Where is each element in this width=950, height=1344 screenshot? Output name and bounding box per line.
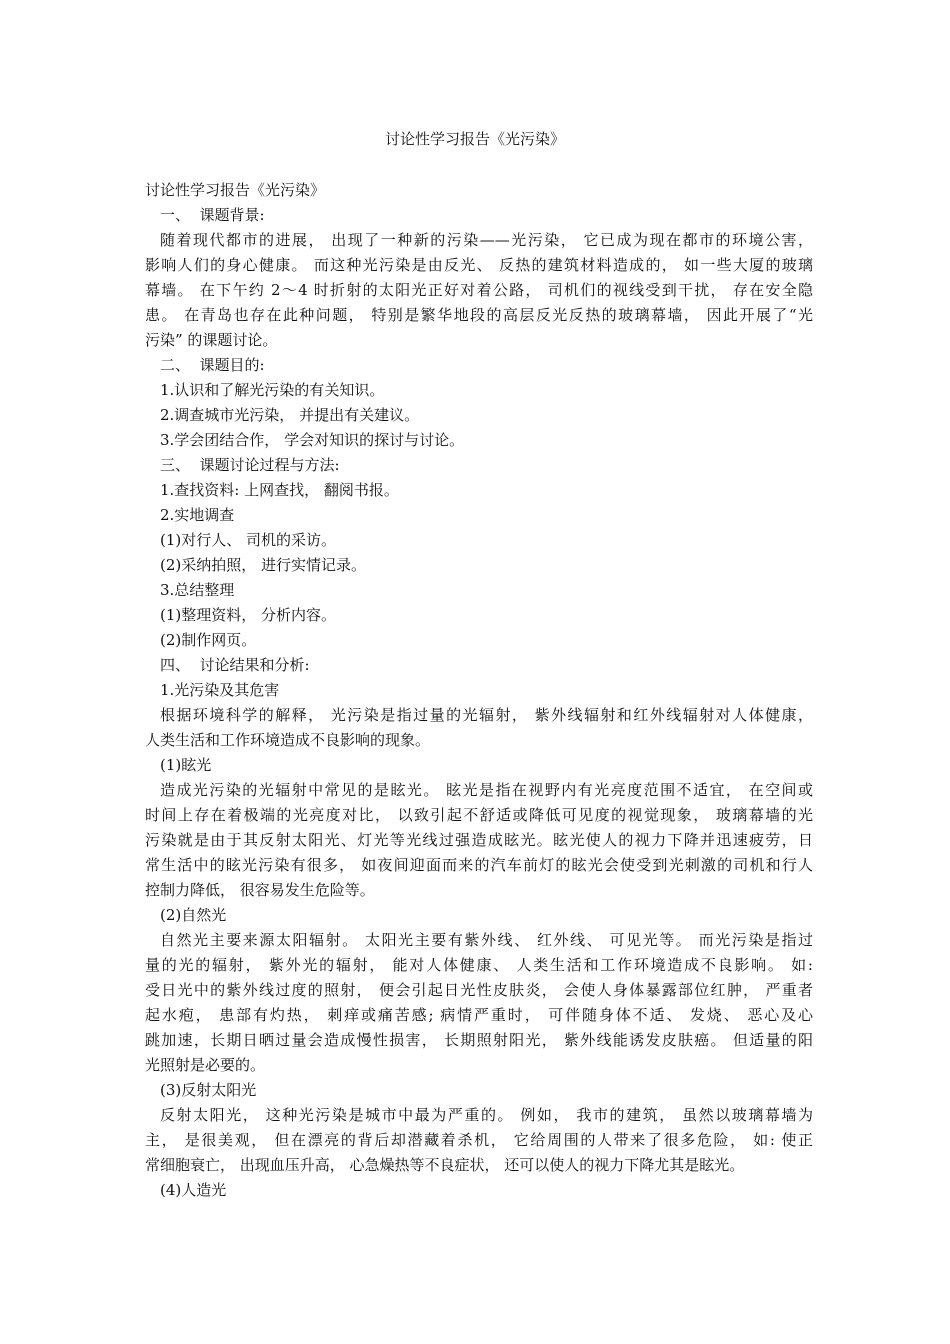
text-line: (2)制作网页。 <box>160 631 257 649</box>
text-line: 随着现代都市的进展， 出现了一种新的污染——光污染， 它已成为现在都市的环境公害， <box>160 231 813 249</box>
text-line: 常细胞衰亡， 出现血压升高， 心急燥热等不良症状， 还可以使人的视力下降尤其是眩光。 <box>145 1156 745 1174</box>
document-title: 讨论性学习报告《光污染》 <box>384 130 565 148</box>
text-line: (1)眩光 <box>160 756 212 774</box>
text-line: 幕墙。 在下午约 2～4 时折射的太阳光正好对着公路， 司机们的视线受到干扰， 存在安全隐 <box>145 281 813 299</box>
text-line: (3)反射太阳光 <box>160 1081 257 1099</box>
text-line: 2.实地调查 <box>160 506 235 524</box>
text-line: 3.总结整理 <box>160 581 235 599</box>
text-line: (1)对行人、 司机的采访。 <box>160 531 337 549</box>
text-line: 3.学会团结合作， 学会对知识的探讨与讨论。 <box>160 431 465 449</box>
text-line: 时间上存在着极端的光亮度对比， 以致引起不舒适或降低可见度的视觉现象， 玻璃幕墙的光 <box>145 806 813 824</box>
text-line: 根据环境科学的解释， 光污染是指过量的光辐射， 紫外线辐射和红外线辐射对人体健康， <box>160 706 813 724</box>
text-line: 三、 课题讨论过程与方法: <box>160 456 340 474</box>
text-line: 一、 课题背景: <box>160 206 265 224</box>
text-line: 跳加速，长期日晒过量会造成慢性损害， 长期照射阳光， 紫外线能诱发皮肤癌。 但适量的阳 <box>145 1031 813 1049</box>
text-line: (1)整理资料， 分析内容。 <box>160 606 337 624</box>
text-line: 讨论性学习报告《光污染》 <box>145 181 326 199</box>
text-line: 1.光污染及其危害 <box>160 681 280 699</box>
text-line: 自然光主要来源太阳辐射。 太阳光主要有紫外线、 红外线、 可见光等。 而光污染是指过 <box>160 931 813 949</box>
text-line: 常生活中的眩光污染有很多， 如夜间迎面而来的汽车前灯的眩光会使受到光刺激的司机和行人 <box>145 856 813 874</box>
text-line: 2.调查城市光污染， 并提出有关建议。 <box>160 406 420 424</box>
text-line: 人类生活和工作环境造成不良影响的现象。 <box>145 731 431 749</box>
text-line: (2)采纳拍照， 进行实情记录。 <box>160 556 367 574</box>
text-line: 起水疱， 患部有灼热， 刺痒或痛苦感; 病情严重时， 可伴随身体不适、 发烧、 恶心及心 <box>145 1006 813 1024</box>
text-line: 1.查找资料: 上网查找， 翻阅书报。 <box>160 481 399 499</box>
text-line: 反射太阳光， 这种光污染是城市中最为严重的。 例如， 我市的建筑， 虽然以玻璃幕墙为 <box>160 1106 813 1124</box>
text-line: (4)人造光 <box>160 1181 227 1199</box>
document-body <box>145 178 813 1203</box>
text-line: 患。 在青岛也存在此种问题， 特别是繁华地段的高层反光反热的玻璃幕墙， 因此开展了“光 <box>145 306 813 324</box>
text-line: 四、 讨论结果和分析: <box>160 656 310 674</box>
text-line: 受日光中的紫外线过度的照射， 便会引起日光性皮肤炎， 会使人身体暴露部位红肿， 严重者 <box>145 981 813 999</box>
text-line: 控制力降低， 很容易发生危险等。 <box>145 881 375 899</box>
text-line: 1.认识和了解光污染的有关知识。 <box>160 381 385 399</box>
text-line: 污染” 的课题讨论。 <box>145 331 278 349</box>
text-line: 光照射是必要的。 <box>145 1056 266 1074</box>
text-line: 主， 是很美观， 但在漂亮的背后却潜藏着杀机， 它给周围的人带来了很多危险， 如: 使正 <box>145 1131 813 1149</box>
text-line: 量的光的辐射， 紫外光的辐射， 能对人体健康、 人类生活和工作环境造成不良影响。 如: <box>145 956 813 974</box>
text-line: 造成光污染的光辐射中常见的是眩光。 眩光是指在视野内有光亮度范围不适宜， 在空间或 <box>160 781 813 799</box>
text-line: (2)自然光 <box>160 906 227 924</box>
text-line: 污染就是由于其反射太阳光、灯光等光线过强造成眩光。眩光使人的视力下降并迅速疲劳，日 <box>145 831 813 849</box>
text-line: 二、 课题目的: <box>160 356 265 374</box>
text-line: 影响人们的身心健康。 而这种光污染是由反光、 反热的建筑材料造成的， 如一些大厦的玻璃 <box>145 256 813 274</box>
